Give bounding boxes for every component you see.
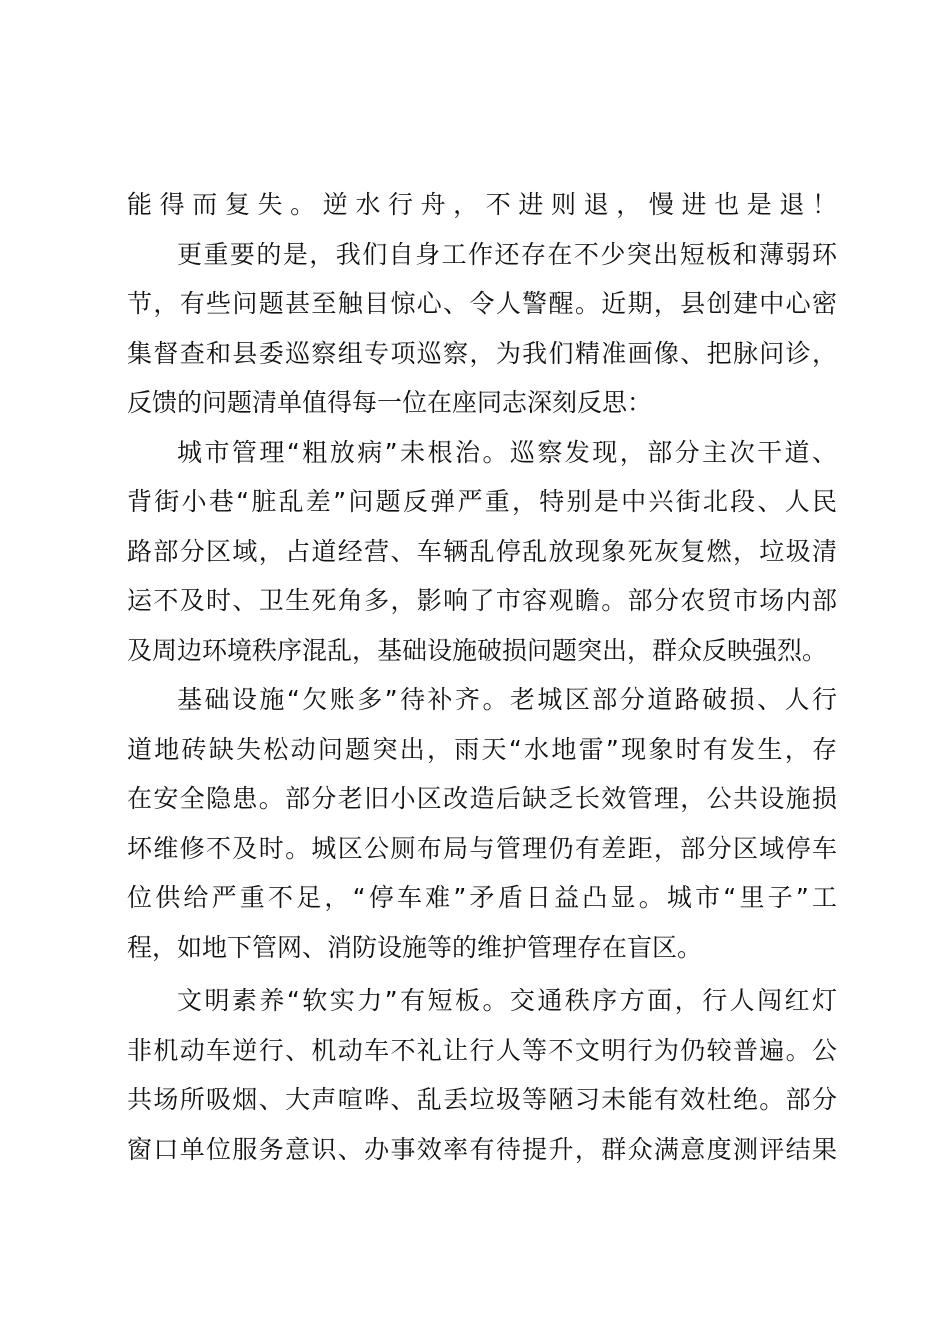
text-line: 道地砖缺失松动问题突出，雨天“水地雷”现象时有发生，存 [127, 734, 837, 764]
text-line: 集督查和县委巡察组专项巡察，为我们精准画像、把脉问诊， [127, 338, 837, 368]
text-line: 节，有些问题甚至触目惊心、令人警醒。近期，县创建中心密 [127, 289, 837, 318]
text-line: 及周边环境秩序混乱，基础设施破损问题突出，群众反映强烈。 [127, 635, 828, 665]
text-line: 窗口单位服务意识、办事效率有待提升，群众满意度测评结果 [127, 1134, 837, 1164]
text-line: 背街小巷“脏乱差”问题反弹严重，特别是中兴街北段、人民 [127, 487, 837, 516]
text-line: 文明素养“软实力”有短板。交通秩序方面，行人闯红灯 [177, 986, 837, 1015]
text-line: 更重要的是，我们自身工作还存在不少突出短板和薄弱环 [177, 239, 837, 269]
text-line: 反馈的问题清单值得每一位在座同志深刻反思： [127, 388, 653, 417]
body-text [127, 180, 837, 1174]
text-line: 程，如地下管网、消防设施等的维护管理存在盲区。 [127, 932, 703, 962]
text-line: 能得而复失。逆水行舟，不进则退，慢进也是退！ [127, 190, 837, 219]
text-line: 基础设施“欠账多”待补齐。老城区部分道路破损、人行 [177, 685, 837, 714]
text-line: 共场所吸烟、大声喧哗、乱丢垃圾等陋习未能有效杜绝。部分 [127, 1085, 837, 1114]
text-line: 坏维修不及时。城区公厕布局与管理仍有差距，部分区域停车 [127, 833, 837, 863]
text-line: 非机动车逆行、机动车不礼让行人等不文明行为仍较普遍。公 [127, 1035, 837, 1065]
text-line: 在安全隐患。部分老旧小区改造后缺乏长效管理，公共设施损 [127, 784, 837, 813]
text-line: 路部分区域，占道经营、车辆乱停乱放现象死灰复燃，垃圾清 [127, 536, 837, 566]
text-line: 位供给严重不足，“停车难”矛盾日益凸显。城市“里子”工 [127, 883, 837, 912]
text-line: 运不及时、卫生死角多，影响了市容观瞻。部分农贸市场内部 [127, 586, 837, 615]
text-line: 城市管理“粗放病”未根治。巡察发现，部分主次干道、 [177, 437, 837, 467]
